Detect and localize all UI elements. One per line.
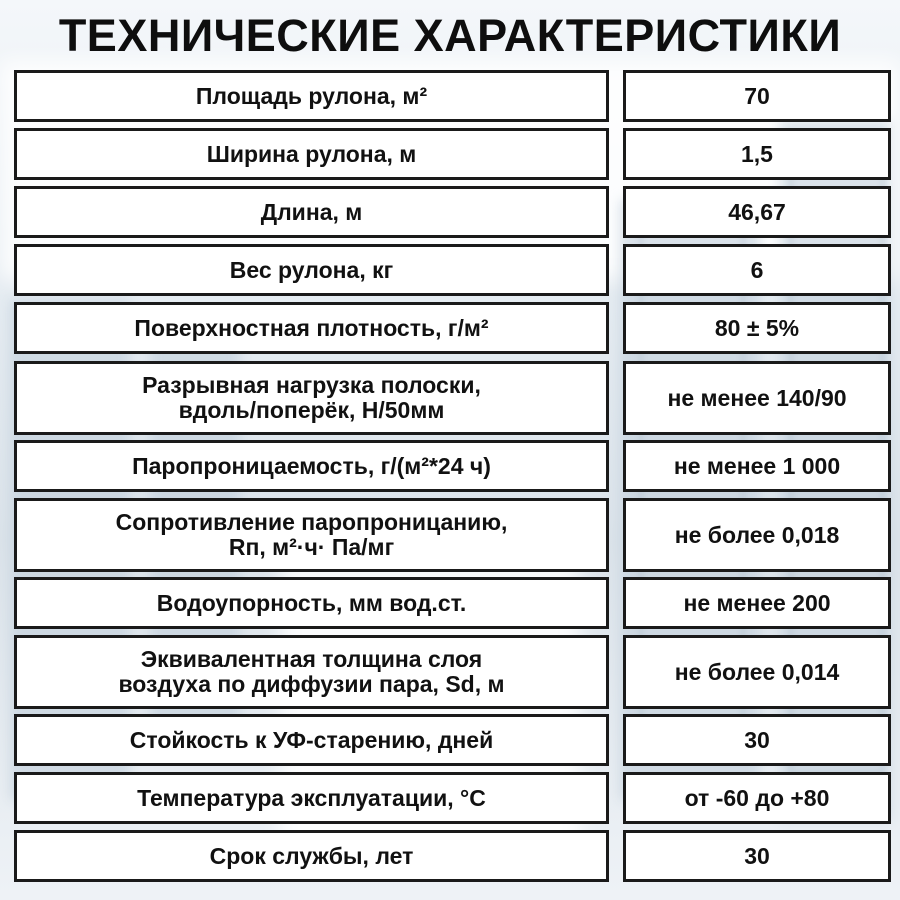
spec-value-cell: [623, 361, 891, 435]
spec-value-text: 1,5: [741, 140, 773, 167]
spec-name-text: Эквивалентная толщина слоя: [140, 646, 483, 672]
spec-row: [0, 577, 900, 629]
spec-name-cell: [14, 577, 609, 629]
spec-row: [0, 361, 900, 435]
spec-value-cell: [623, 772, 891, 824]
spec-value-cell: [623, 830, 891, 882]
spec-value-text: 6: [750, 256, 764, 283]
spec-name-cell: [14, 498, 609, 572]
spec-row: [0, 830, 900, 882]
spec-name-text: Стойкость к УФ-старению, дней: [129, 726, 494, 753]
spec-value-cell: [623, 498, 891, 572]
spec-value-cell: [623, 635, 891, 709]
spec-name-text: вдоль/поперёк, Н/50мм: [178, 397, 445, 423]
spec-name-text: Поверхностная плотность, г/м²: [134, 314, 489, 341]
spec-value-cell: [623, 714, 891, 766]
spec-row: [0, 186, 900, 238]
spec-name-cell: [14, 244, 609, 296]
spec-value-text: не более 0,014: [674, 658, 840, 685]
spec-name-cell: [14, 128, 609, 180]
spec-value-cell: [623, 440, 891, 492]
spec-row: [0, 440, 900, 492]
spec-name-cell: [14, 302, 609, 354]
spec-value-text: 30: [744, 726, 770, 753]
spec-value-cell: [623, 577, 891, 629]
spec-name-cell: [14, 440, 609, 492]
spec-name-text: Длина, м: [260, 198, 363, 225]
spec-value-text: 70: [744, 82, 770, 109]
spec-value-text: не менее 200: [683, 589, 831, 616]
spec-name-text: воздуха по диффузии пара, Sd, м: [118, 671, 505, 697]
spec-value-text: не более 0,018: [674, 521, 840, 548]
spec-name-text: Паропроницаемость, г/(м²*24 ч): [132, 452, 491, 479]
spec-name-text: Площадь рулона, м²: [195, 82, 428, 109]
spec-value-cell: [623, 244, 891, 296]
spec-row: [0, 635, 900, 709]
spec-row: [0, 302, 900, 354]
spec-name-text: Разрывная нагрузка полоски,: [142, 372, 481, 398]
spec-value-text: 46,67: [728, 198, 786, 225]
spec-value-cell: [623, 302, 891, 354]
spec-value-text: от -60 до +80: [684, 784, 830, 811]
spec-name-text: Водоупорность, мм вод.ст.: [156, 589, 467, 616]
spec-value-cell: [623, 186, 891, 238]
spec-row: [0, 70, 900, 122]
spec-row: [0, 244, 900, 296]
spec-row: [0, 128, 900, 180]
spec-row: [0, 772, 900, 824]
spec-value-text: 30: [744, 842, 770, 869]
spec-name-text: Ширина рулона, м: [206, 140, 417, 167]
spec-name-cell: [14, 186, 609, 238]
spec-name-text: Вес рулона, кг: [229, 256, 394, 283]
spec-value-text: 80 ± 5%: [714, 314, 800, 341]
spec-value-cell: [623, 128, 891, 180]
spec-name-cell: [14, 772, 609, 824]
spec-name-text: Температура эксплуатации, °С: [137, 784, 486, 811]
spec-value-text: не менее 1 000: [673, 452, 841, 479]
spec-name-cell: [14, 361, 609, 435]
spec-name-cell: [14, 635, 609, 709]
spec-value-cell: [623, 70, 891, 122]
spec-value-text: не менее 140/90: [667, 384, 847, 411]
spec-name-cell: [14, 70, 609, 122]
spec-row: [0, 714, 900, 766]
spec-name-cell: [14, 714, 609, 766]
spec-row: [0, 498, 900, 572]
spec-name-text: Срок службы, лет: [209, 842, 414, 869]
spec-name-text: Rп, м²·ч· Па/мг: [228, 534, 395, 560]
page-title: ТЕХНИЧЕСКИЕ ХАРАКТЕРИСТИКИ: [58, 10, 842, 61]
spec-name-text: Сопротивление паропроницанию,: [115, 509, 508, 535]
spec-name-cell: [14, 830, 609, 882]
